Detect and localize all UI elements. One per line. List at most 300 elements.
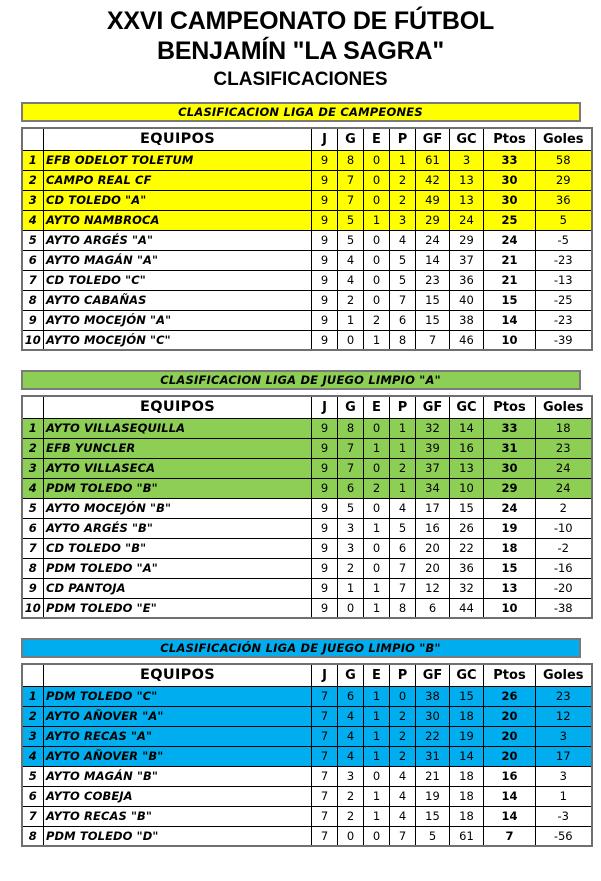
cell-gf: 23 — [416, 270, 450, 290]
cell-ptos: 21 — [484, 250, 536, 270]
cell-p: 2 — [390, 706, 416, 726]
cell-goles: -2 — [536, 538, 592, 558]
cell-p: 1 — [390, 418, 416, 438]
cell-team: CD TOLEDO "C" — [44, 270, 312, 290]
cell-gf: 22 — [416, 726, 450, 746]
cell-g: 0 — [338, 598, 364, 618]
cell-g: 7 — [338, 438, 364, 458]
cell-goles: 2 — [536, 498, 592, 518]
cell-pos: 6 — [22, 250, 44, 270]
cell-g: 2 — [338, 786, 364, 806]
cell-j: 9 — [312, 190, 338, 210]
column-header-gf: GF — [416, 664, 450, 686]
cell-p: 7 — [390, 290, 416, 310]
cell-gf: 12 — [416, 578, 450, 598]
table-row — [22, 518, 592, 538]
cell-e: 1 — [364, 598, 390, 618]
cell-team: PDM TOLEDO "B" — [44, 478, 312, 498]
cell-pos: 3 — [22, 458, 44, 478]
cell-gf: 21 — [416, 766, 450, 786]
cell-gc: 18 — [450, 706, 484, 726]
cell-ptos: 10 — [484, 330, 536, 350]
cell-ptos: 29 — [484, 478, 536, 498]
cell-g: 6 — [338, 686, 364, 706]
cell-goles: 29 — [536, 170, 592, 190]
cell-pos: 6 — [22, 518, 44, 538]
cell-team: PDM TOLEDO "C" — [44, 686, 312, 706]
cell-g: 5 — [338, 210, 364, 230]
cell-team: AYTO MAGÁN "A" — [44, 250, 312, 270]
cell-ptos: 30 — [484, 458, 536, 478]
cell-e: 0 — [364, 418, 390, 438]
cell-gc: 36 — [450, 558, 484, 578]
cell-e: 1 — [364, 518, 390, 538]
cell-team: AYTO COBEJA — [44, 786, 312, 806]
column-header-g: G — [338, 128, 364, 150]
cell-e: 1 — [364, 806, 390, 826]
cell-pos: 4 — [22, 210, 44, 230]
cell-pos: 9 — [22, 578, 44, 598]
table-row — [22, 578, 592, 598]
cell-g: 6 — [338, 478, 364, 498]
cell-p: 2 — [390, 190, 416, 210]
cell-team: AYTO NAMBROCA — [44, 210, 312, 230]
cell-team: AYTO MOCEJÓN "B" — [44, 498, 312, 518]
cell-p: 7 — [390, 558, 416, 578]
column-header-pos — [22, 128, 44, 150]
cell-team: AYTO VILLASECA — [44, 458, 312, 478]
column-header-j: J — [312, 664, 338, 686]
cell-gc: 29 — [450, 230, 484, 250]
cell-ptos: 21 — [484, 270, 536, 290]
cell-gc: 18 — [450, 806, 484, 826]
cell-j: 9 — [312, 150, 338, 170]
cell-e: 1 — [364, 330, 390, 350]
cell-j: 9 — [312, 418, 338, 438]
column-header-pos — [22, 664, 44, 686]
standings-table — [21, 663, 593, 847]
cell-goles: -10 — [536, 518, 592, 538]
column-header-g: G — [338, 396, 364, 418]
cell-p: 3 — [390, 210, 416, 230]
cell-gf: 29 — [416, 210, 450, 230]
standings-table — [21, 127, 593, 351]
cell-g: 3 — [338, 538, 364, 558]
cell-gf: 5 — [416, 826, 450, 846]
cell-goles: 36 — [536, 190, 592, 210]
table-row — [22, 230, 592, 250]
cell-p: 6 — [390, 538, 416, 558]
cell-team: CD TOLEDO "B" — [44, 538, 312, 558]
cell-team: AYTO CABAÑAS — [44, 290, 312, 310]
column-header-team: EQUIPOS — [44, 396, 312, 418]
cell-team: CAMPO REAL CF — [44, 170, 312, 190]
cell-pos: 7 — [22, 538, 44, 558]
cell-pos: 9 — [22, 310, 44, 330]
cell-pos: 2 — [22, 438, 44, 458]
cell-team: CD TOLEDO "A" — [44, 190, 312, 210]
table-row — [22, 478, 592, 498]
cell-pos: 6 — [22, 786, 44, 806]
cell-team: AYTO AÑOVER "B" — [44, 746, 312, 766]
cell-ptos: 15 — [484, 558, 536, 578]
column-header-ptos: Ptos — [484, 396, 536, 418]
cell-team: AYTO ARGÉS "B" — [44, 518, 312, 538]
cell-p: 1 — [390, 478, 416, 498]
cell-j: 9 — [312, 170, 338, 190]
cell-goles: -23 — [536, 250, 592, 270]
cell-e: 0 — [364, 766, 390, 786]
cell-e: 0 — [364, 170, 390, 190]
cell-g: 4 — [338, 270, 364, 290]
cell-goles: 24 — [536, 458, 592, 478]
cell-j: 9 — [312, 458, 338, 478]
cell-pos: 1 — [22, 686, 44, 706]
cell-e: 1 — [364, 578, 390, 598]
table-header-row — [22, 664, 592, 686]
cell-ptos: 15 — [484, 290, 536, 310]
cell-gc: 14 — [450, 418, 484, 438]
cell-j: 7 — [312, 726, 338, 746]
cell-ptos: 26 — [484, 686, 536, 706]
cell-j: 7 — [312, 766, 338, 786]
cell-gf: 19 — [416, 786, 450, 806]
cell-pos: 10 — [22, 330, 44, 350]
table-row — [22, 498, 592, 518]
table-row — [22, 330, 592, 350]
cell-goles: 3 — [536, 766, 592, 786]
cell-ptos: 25 — [484, 210, 536, 230]
cell-ptos: 19 — [484, 518, 536, 538]
cell-gc: 18 — [450, 766, 484, 786]
cell-gf: 15 — [416, 310, 450, 330]
cell-e: 0 — [364, 458, 390, 478]
cell-j: 9 — [312, 230, 338, 250]
cell-gc: 18 — [450, 786, 484, 806]
cell-gf: 38 — [416, 686, 450, 706]
cell-j: 9 — [312, 538, 338, 558]
cell-p: 0 — [390, 686, 416, 706]
page-title — [0, 0, 601, 93]
cell-ptos: 14 — [484, 806, 536, 826]
cell-ptos: 24 — [484, 230, 536, 250]
cell-goles: -23 — [536, 310, 592, 330]
cell-gf: 31 — [416, 746, 450, 766]
standings-table — [21, 395, 593, 619]
table-row — [22, 598, 592, 618]
cell-e: 0 — [364, 538, 390, 558]
cell-j: 7 — [312, 706, 338, 726]
cell-p: 4 — [390, 766, 416, 786]
column-header-gc: GC — [450, 396, 484, 418]
table-row — [22, 686, 592, 706]
cell-pos: 7 — [22, 806, 44, 826]
cell-g: 8 — [338, 418, 364, 438]
cell-pos: 3 — [22, 190, 44, 210]
cell-g: 7 — [338, 170, 364, 190]
cell-ptos: 14 — [484, 786, 536, 806]
cell-e: 1 — [364, 786, 390, 806]
cell-team: AYTO VILLASEQUILLA — [44, 418, 312, 438]
cell-g: 8 — [338, 150, 364, 170]
cell-ptos: 10 — [484, 598, 536, 618]
page-subtitle: CLASIFICACIONES — [213, 69, 388, 90]
cell-e: 1 — [364, 438, 390, 458]
cell-pos: 1 — [22, 418, 44, 438]
cell-g: 2 — [338, 290, 364, 310]
cell-gc: 19 — [450, 726, 484, 746]
table-row — [22, 290, 592, 310]
cell-gf: 49 — [416, 190, 450, 210]
cell-gf: 32 — [416, 418, 450, 438]
cell-team: CD PANTOJA — [44, 578, 312, 598]
table-header-row — [22, 396, 592, 418]
cell-gf: 39 — [416, 438, 450, 458]
cell-j: 9 — [312, 210, 338, 230]
cell-goles: 3 — [536, 726, 592, 746]
cell-e: 0 — [364, 498, 390, 518]
cell-gc: 24 — [450, 210, 484, 230]
cell-gc: 14 — [450, 746, 484, 766]
cell-p: 6 — [390, 310, 416, 330]
cell-gc: 26 — [450, 518, 484, 538]
cell-j: 9 — [312, 290, 338, 310]
cell-goles: 12 — [536, 706, 592, 726]
column-header-gc: GC — [450, 664, 484, 686]
cell-goles: -39 — [536, 330, 592, 350]
cell-gc: 36 — [450, 270, 484, 290]
table-row — [22, 418, 592, 438]
column-header-e: E — [364, 396, 390, 418]
cell-e: 0 — [364, 558, 390, 578]
cell-pos: 4 — [22, 478, 44, 498]
cell-ptos: 33 — [484, 418, 536, 438]
cell-gc: 37 — [450, 250, 484, 270]
cell-p: 4 — [390, 806, 416, 826]
cell-goles: -16 — [536, 558, 592, 578]
cell-e: 1 — [364, 746, 390, 766]
cell-team: EFB YUNCLER — [44, 438, 312, 458]
cell-team: AYTO RECAS "A" — [44, 726, 312, 746]
table-row — [22, 190, 592, 210]
cell-gf: 7 — [416, 330, 450, 350]
title-line-2: BENJAMÍN "LA SAGRA" — [156, 37, 445, 65]
table-row — [22, 806, 592, 826]
sections-container — [0, 102, 601, 847]
cell-pos: 7 — [22, 270, 44, 290]
column-header-e: E — [364, 128, 390, 150]
table-row — [22, 458, 592, 478]
table-row — [22, 210, 592, 230]
column-header-j: J — [312, 396, 338, 418]
cell-ptos: 30 — [484, 170, 536, 190]
cell-e: 0 — [364, 150, 390, 170]
cell-ptos: 24 — [484, 498, 536, 518]
column-header-gc: GC — [450, 128, 484, 150]
cell-gf: 20 — [416, 558, 450, 578]
cell-j: 9 — [312, 270, 338, 290]
cell-p: 4 — [390, 498, 416, 518]
column-header-p: P — [390, 128, 416, 150]
cell-goles: 24 — [536, 478, 592, 498]
cell-goles: -5 — [536, 230, 592, 250]
column-header-j: J — [312, 128, 338, 150]
cell-team: PDM TOLEDO "D" — [44, 826, 312, 846]
cell-g: 0 — [338, 330, 364, 350]
cell-g: 0 — [338, 826, 364, 846]
cell-gf: 42 — [416, 170, 450, 190]
cell-ptos: 20 — [484, 746, 536, 766]
table-row — [22, 766, 592, 786]
cell-j: 9 — [312, 558, 338, 578]
section-banner: CLASIFICACION LIGA DE JUEGO LIMPIO "A" — [21, 370, 581, 390]
cell-j: 9 — [312, 310, 338, 330]
cell-pos: 8 — [22, 558, 44, 578]
cell-gc: 3 — [450, 150, 484, 170]
column-header-g: G — [338, 664, 364, 686]
cell-gc: 46 — [450, 330, 484, 350]
cell-p: 7 — [390, 826, 416, 846]
cell-pos: 4 — [22, 746, 44, 766]
table-row — [22, 250, 592, 270]
cell-pos: 5 — [22, 230, 44, 250]
cell-p: 2 — [390, 458, 416, 478]
cell-gc: 22 — [450, 538, 484, 558]
cell-goles: 18 — [536, 418, 592, 438]
cell-pos: 2 — [22, 706, 44, 726]
table-row — [22, 706, 592, 726]
column-header-team: EQUIPOS — [44, 664, 312, 686]
column-header-ptos: Ptos — [484, 664, 536, 686]
table-row — [22, 150, 592, 170]
standings-section-3 — [21, 638, 584, 847]
cell-goles: -56 — [536, 826, 592, 846]
cell-p: 2 — [390, 170, 416, 190]
cell-e: 0 — [364, 270, 390, 290]
cell-goles: 5 — [536, 210, 592, 230]
cell-gc: 10 — [450, 478, 484, 498]
cell-gf: 15 — [416, 290, 450, 310]
column-header-ptos: Ptos — [484, 128, 536, 150]
cell-goles: -20 — [536, 578, 592, 598]
cell-team: AYTO MOCEJÓN "C" — [44, 330, 312, 350]
cell-team: AYTO RECAS "B" — [44, 806, 312, 826]
cell-g: 5 — [338, 498, 364, 518]
cell-j: 7 — [312, 806, 338, 826]
cell-g: 1 — [338, 578, 364, 598]
title-line-1: XXVI CAMPEONATO DE FÚTBOL — [106, 7, 495, 35]
cell-gc: 13 — [450, 458, 484, 478]
cell-ptos: 20 — [484, 706, 536, 726]
cell-e: 0 — [364, 250, 390, 270]
cell-team: AYTO MAGÁN "B" — [44, 766, 312, 786]
cell-p: 4 — [390, 786, 416, 806]
cell-e: 0 — [364, 190, 390, 210]
cell-j: 9 — [312, 250, 338, 270]
cell-g: 2 — [338, 806, 364, 826]
cell-e: 1 — [364, 706, 390, 726]
cell-team: PDM TOLEDO "A" — [44, 558, 312, 578]
cell-gc: 32 — [450, 578, 484, 598]
cell-j: 9 — [312, 598, 338, 618]
column-header-goles: Goles — [536, 128, 592, 150]
cell-pos: 2 — [22, 170, 44, 190]
cell-j: 7 — [312, 786, 338, 806]
column-header-p: P — [390, 664, 416, 686]
column-header-e: E — [364, 664, 390, 686]
cell-j: 7 — [312, 826, 338, 846]
column-header-p: P — [390, 396, 416, 418]
cell-p: 2 — [390, 726, 416, 746]
cell-j: 9 — [312, 478, 338, 498]
cell-p: 8 — [390, 330, 416, 350]
cell-goles: 23 — [536, 438, 592, 458]
cell-team: AYTO MOCEJÓN "A" — [44, 310, 312, 330]
cell-goles: -38 — [536, 598, 592, 618]
column-header-goles: Goles — [536, 396, 592, 418]
cell-e: 2 — [364, 478, 390, 498]
cell-gf: 24 — [416, 230, 450, 250]
standings-section-1 — [21, 102, 584, 351]
cell-ptos: 33 — [484, 150, 536, 170]
cell-p: 5 — [390, 270, 416, 290]
cell-e: 0 — [364, 826, 390, 846]
cell-gf: 15 — [416, 806, 450, 826]
cell-j: 9 — [312, 330, 338, 350]
cell-gf: 6 — [416, 598, 450, 618]
cell-ptos: 30 — [484, 190, 536, 210]
cell-g: 4 — [338, 746, 364, 766]
cell-gc: 16 — [450, 438, 484, 458]
table-row — [22, 826, 592, 846]
cell-gf: 14 — [416, 250, 450, 270]
table-row — [22, 726, 592, 746]
cell-goles: 58 — [536, 150, 592, 170]
cell-e: 1 — [364, 726, 390, 746]
table-row — [22, 558, 592, 578]
cell-g: 4 — [338, 250, 364, 270]
cell-gf: 37 — [416, 458, 450, 478]
cell-gf: 61 — [416, 150, 450, 170]
cell-pos: 10 — [22, 598, 44, 618]
cell-g: 7 — [338, 190, 364, 210]
cell-g: 4 — [338, 726, 364, 746]
cell-team: AYTO ARGÉS "A" — [44, 230, 312, 250]
column-header-goles: Goles — [536, 664, 592, 686]
cell-pos: 3 — [22, 726, 44, 746]
cell-p: 5 — [390, 518, 416, 538]
cell-gc: 15 — [450, 686, 484, 706]
standings-section-2 — [21, 370, 584, 619]
cell-p: 8 — [390, 598, 416, 618]
cell-goles: 23 — [536, 686, 592, 706]
cell-g: 5 — [338, 230, 364, 250]
cell-team: PDM TOLEDO "E" — [44, 598, 312, 618]
cell-team: AYTO AÑOVER "A" — [44, 706, 312, 726]
table-row — [22, 538, 592, 558]
cell-ptos: 31 — [484, 438, 536, 458]
cell-gf: 30 — [416, 706, 450, 726]
cell-j: 9 — [312, 518, 338, 538]
cell-gc: 38 — [450, 310, 484, 330]
column-header-pos — [22, 396, 44, 418]
column-header-team: EQUIPOS — [44, 128, 312, 150]
cell-pos: 1 — [22, 150, 44, 170]
cell-gc: 44 — [450, 598, 484, 618]
cell-gc: 15 — [450, 498, 484, 518]
cell-goles: 1 — [536, 786, 592, 806]
cell-p: 5 — [390, 250, 416, 270]
